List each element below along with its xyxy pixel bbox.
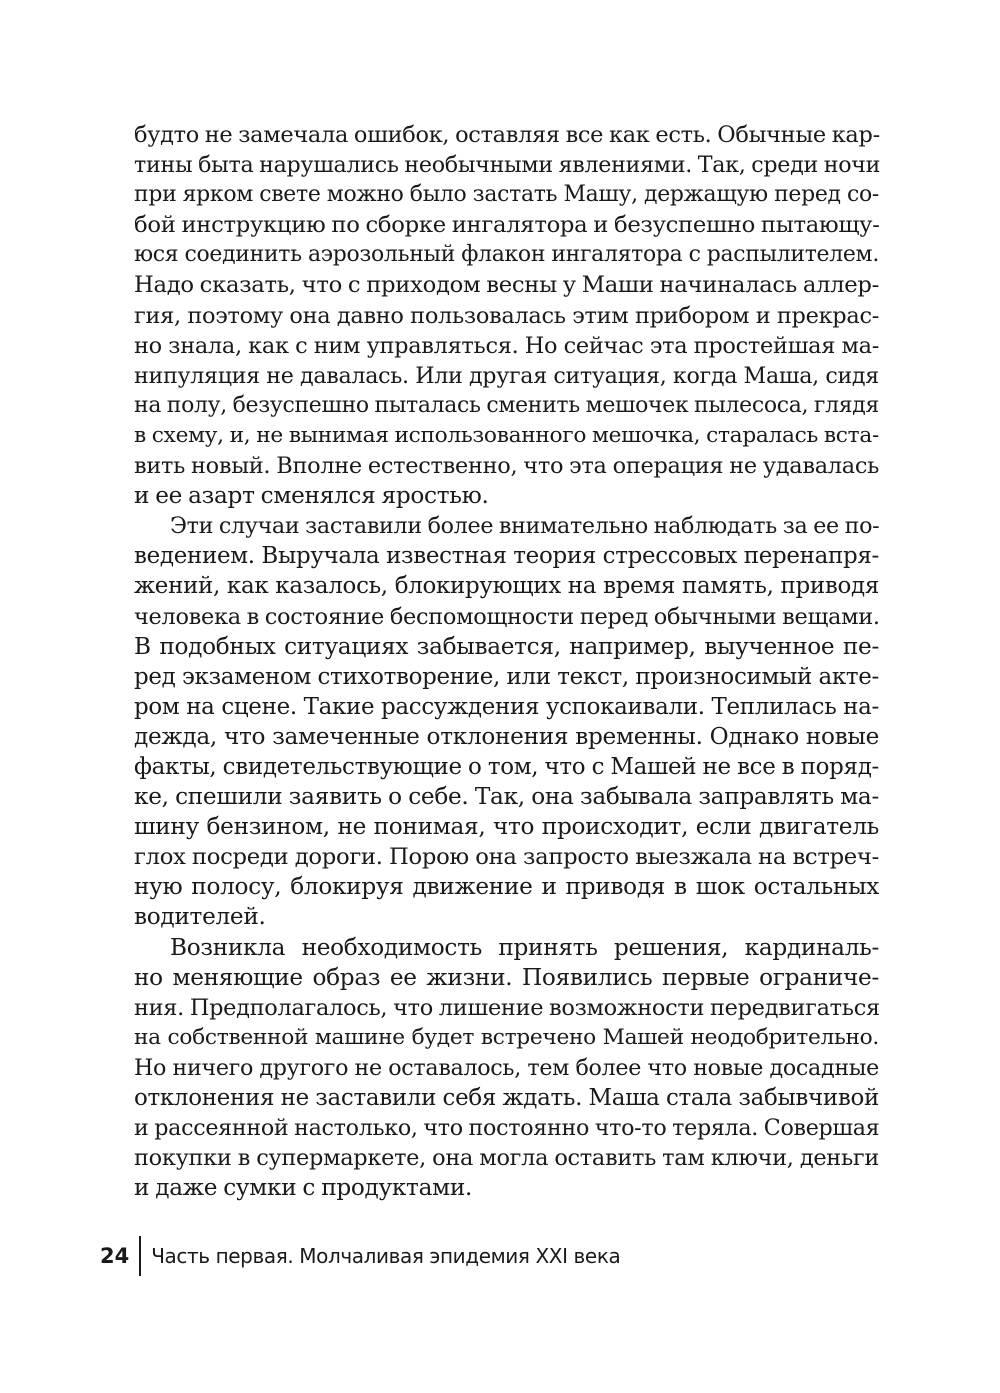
text-line: ке, спешили заявить о себе. Так, она забывала заправлять ма- bbox=[134, 783, 879, 811]
footer-divider bbox=[139, 1236, 141, 1276]
text-line: ную полосу, блокируя движение и приводя в шок остальных bbox=[134, 873, 879, 901]
text-line: Надо сказать, что с приходом весны у Маши начиналась аллер- bbox=[134, 272, 879, 299]
text-line: ния. Предполагалось, что лишение возможности передвигаться bbox=[134, 994, 880, 1021]
text-line: и даже сумки с продуктами. bbox=[134, 1174, 473, 1202]
text-line: отклонения не заставили себя ждать. Маша стала забывчивой bbox=[134, 1085, 879, 1111]
running-head: Часть первая. Молчаливая эпидемия XXI века bbox=[151, 1244, 621, 1268]
text-line: глох посреди дороги. Порою она запросто выезжала на встреч- bbox=[134, 844, 879, 871]
text-line: шину бензином, не понимая, что происходит, если двигатель bbox=[134, 813, 879, 841]
text-line: ром на сцене. Такие рассуждения успокаивали. Теплилась на- bbox=[134, 693, 879, 720]
text-line: Эти случаи заставили более внимательно наблюдать за ее по- bbox=[170, 513, 880, 540]
text-line: Возникла необходимость принять решения, кардиналь- bbox=[170, 933, 879, 961]
text-line: бой инструкцию по сборке ингалятора и безуспешно пытающу- bbox=[134, 212, 880, 239]
text-line: Но ничего другого не оставалось, тем более что новые досадные bbox=[134, 1054, 879, 1081]
text-line: при ярком свете можно было застать Машу, держащую перед со- bbox=[134, 182, 879, 208]
text-line: человека в состояние беспомощности перед обычными вещами. bbox=[134, 603, 880, 630]
text-line: и ее азарт сменялся яростью. bbox=[134, 482, 489, 510]
text-line: ред экзаменом стихотворение, или текст, произносимый акте- bbox=[134, 663, 879, 690]
text-line: В подобных ситуациях забывается, например, выученное пе- bbox=[134, 632, 879, 660]
text-line: вить новый. Вполне естественно, что эта операция не удавалась bbox=[134, 453, 879, 480]
text-line: тины быта нарушались необычными явлениями. Так, среди ночи bbox=[134, 152, 881, 179]
text-line: на полу, безуспешно пыталась сменить мешочек пылесоса, глядя bbox=[134, 392, 879, 418]
text-line: но знала, как с ним управляться. Но сейчас эта простейшая ма- bbox=[134, 332, 879, 359]
page-footer bbox=[100, 1236, 620, 1276]
text-line: водителей. bbox=[134, 903, 266, 931]
text-line: на собственной машине будет встречено Машей неодобрительно. bbox=[134, 1024, 879, 1050]
text-line: но меняющие образ ее жизни. Появились первые ограниче- bbox=[134, 963, 879, 991]
text-line: будто не замечала ошибок, оставляя все как есть. Обычные кар- bbox=[134, 122, 880, 148]
text-line: факты, свидетельствующие о том, что с Машей не все в поряд- bbox=[134, 753, 879, 780]
text-line: гия, поэтому она давно пользовалась этим прибором и прекрас- bbox=[134, 302, 879, 329]
text-line: нипуляция не давалась. Или другая ситуация, когда Маша, сидя bbox=[134, 362, 879, 389]
text-line: дежда, что замеченные отклонения временны. Однако новые bbox=[134, 722, 879, 750]
text-line: жений, как казалось, блокирующих на время память, приводя bbox=[134, 573, 879, 600]
text-line: покупки в супермаркете, она могла оставить там ключи, деньги bbox=[134, 1145, 879, 1172]
body-text bbox=[134, 120, 879, 1203]
text-line: юся соединить аэрозольный флакон ингалятора с распылителем. bbox=[134, 242, 879, 268]
text-line: в схему, и, не вынимая использованного мешочка, старалась вста- bbox=[134, 422, 879, 448]
text-line: и рассеянной настолько, что постоянно что-то теряла. Совершая bbox=[134, 1115, 880, 1142]
page-number: 24 bbox=[100, 1244, 130, 1268]
text-line: ведением. Выручала известная теория стрессовых перенапря- bbox=[134, 543, 879, 570]
